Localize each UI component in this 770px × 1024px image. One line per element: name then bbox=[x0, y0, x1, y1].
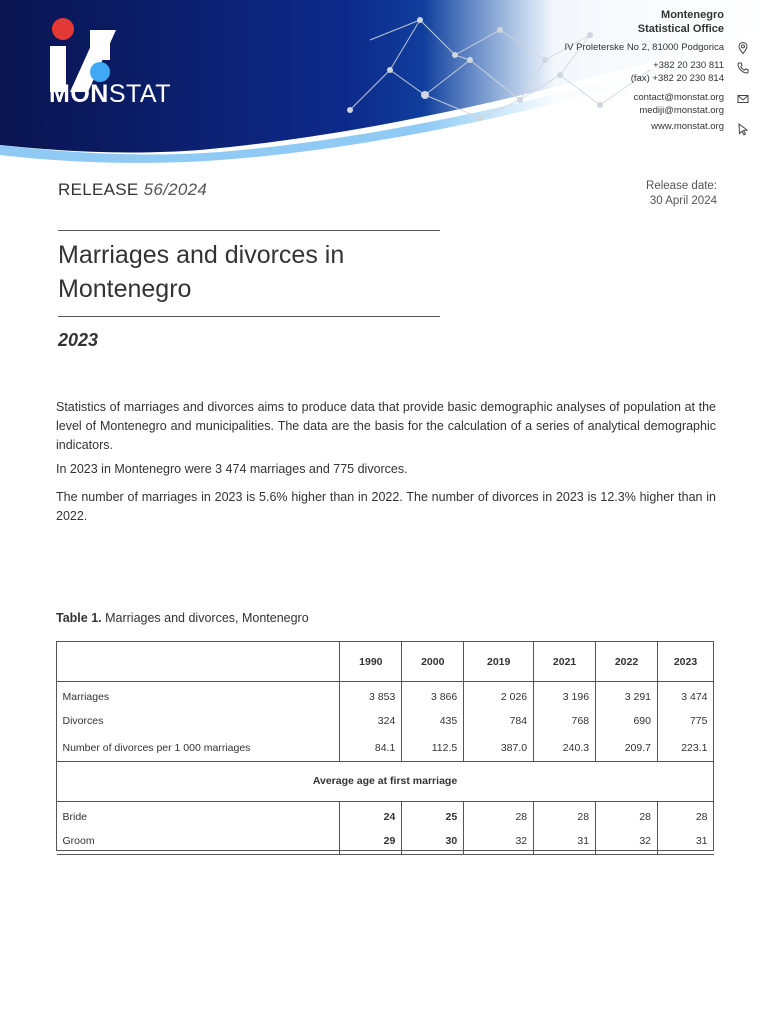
phone-block bbox=[631, 60, 724, 85]
marriages-divorces-table bbox=[56, 641, 714, 855]
office-name: Montenegro Statistical Office bbox=[637, 9, 724, 35]
row-label: Bride bbox=[62, 810, 88, 823]
title-divider-top bbox=[58, 230, 440, 231]
document-title: Marriages and divorces in Montenegro bbox=[58, 241, 345, 303]
release-date: Release date: 30 April 2024 bbox=[646, 180, 717, 207]
table-subheader: Average age at first marriage bbox=[57, 761, 714, 801]
reference-year: 2023 bbox=[58, 330, 99, 350]
intro-paragraph: Statistics of marriages and divorces aims to produce data that provide basic demographic analyses of population at the level of Montenegro and municipalities. The data are the basis for the calculation of a series of analytical demographic indicators. bbox=[56, 400, 716, 452]
table-header-blank bbox=[57, 642, 340, 682]
table-cell: 784 bbox=[464, 708, 534, 735]
table-cell: 31 bbox=[534, 828, 596, 855]
comparison-paragraph: The number of marriages in 2023 is 5.6% higher than in 2022. The number of divorces in 2023 is 12.3% higher than in 2022. bbox=[56, 490, 716, 523]
column-header: 2000 bbox=[402, 642, 464, 682]
table-cell: 32 bbox=[464, 828, 534, 855]
table-cell: 775 bbox=[658, 708, 714, 735]
table-cell: 223.1 bbox=[658, 735, 714, 762]
row-label: Number of divorces per 1 000 marriages bbox=[62, 741, 251, 754]
email-block bbox=[634, 92, 724, 117]
release-number: RELEASE 56/2024 bbox=[58, 180, 208, 199]
row-label: Marriages bbox=[62, 691, 110, 703]
table-cell: 387.0 bbox=[464, 735, 534, 762]
table-cell: 3 474 bbox=[658, 682, 714, 709]
table-row bbox=[57, 801, 714, 828]
table-cell: 435 bbox=[402, 708, 464, 735]
table-cell: 32 bbox=[596, 828, 658, 855]
email-contact-link[interactable]: contact@monstat.org bbox=[633, 92, 724, 103]
table-cell: 324 bbox=[340, 708, 402, 735]
table-cell: 28 bbox=[658, 801, 714, 828]
fax-number: (fax) +382 20 230 814 bbox=[630, 72, 724, 84]
table-cell: 28 bbox=[596, 801, 658, 828]
summary-paragraph: In 2023 in Montenegro were 3 474 marriages and 775 divorces. bbox=[56, 462, 408, 476]
column-header: 2021 bbox=[534, 642, 596, 682]
table-cell: 240.3 bbox=[534, 735, 596, 762]
column-header: 1990 bbox=[340, 642, 402, 682]
cursor-icon bbox=[736, 122, 750, 136]
table-cell: 28 bbox=[534, 801, 596, 828]
column-header: 2019 bbox=[464, 642, 534, 682]
logo-wordmark: MONSTAT bbox=[49, 80, 172, 108]
table-cell: 31 bbox=[658, 828, 714, 855]
column-header: 2023 bbox=[658, 642, 714, 682]
table-cell: 2 026 bbox=[464, 682, 534, 709]
table-row bbox=[57, 682, 714, 709]
table-cell: 30 bbox=[402, 828, 464, 855]
table-caption: Table 1. Marriages and divorces, Montenegro bbox=[56, 611, 309, 625]
table-cell: 3 196 bbox=[534, 682, 596, 709]
table-cell: 3 853 bbox=[340, 682, 402, 709]
table-cell: 25 bbox=[402, 801, 464, 828]
website-link[interactable]: www.monstat.org bbox=[651, 121, 724, 132]
table-cell: 768 bbox=[534, 708, 596, 735]
table-cell: 3 291 bbox=[596, 682, 658, 709]
table-subheader-row bbox=[57, 761, 714, 801]
table-row bbox=[57, 708, 714, 735]
table-cell: 24 bbox=[340, 801, 402, 828]
table-row bbox=[57, 735, 714, 762]
phone-number[interactable]: +382 20 230 811 bbox=[653, 60, 724, 71]
table-cell: 112.5 bbox=[402, 735, 464, 762]
table-cell: 28 bbox=[464, 801, 534, 828]
table-cell: 3 866 bbox=[402, 682, 464, 709]
column-header: 2022 bbox=[596, 642, 658, 682]
phone-icon bbox=[736, 61, 750, 75]
address-text: IV Proleterske No 2, 81000 Podgorica bbox=[564, 42, 724, 53]
table-header-row bbox=[57, 642, 714, 682]
location-icon bbox=[736, 41, 750, 55]
mail-icon bbox=[736, 92, 750, 106]
email-media-link[interactable]: mediji@monstat.org bbox=[639, 104, 724, 116]
table-cell: 209.7 bbox=[596, 735, 658, 762]
row-label: Groom bbox=[57, 828, 340, 855]
row-label: Divorces bbox=[62, 715, 104, 728]
table-cell: 690 bbox=[596, 708, 658, 735]
page-header bbox=[0, 0, 770, 170]
table-row bbox=[57, 828, 714, 855]
table-cell: 84.1 bbox=[340, 735, 402, 762]
table-cell: 29 bbox=[340, 828, 402, 855]
title-divider-bottom bbox=[58, 316, 440, 317]
